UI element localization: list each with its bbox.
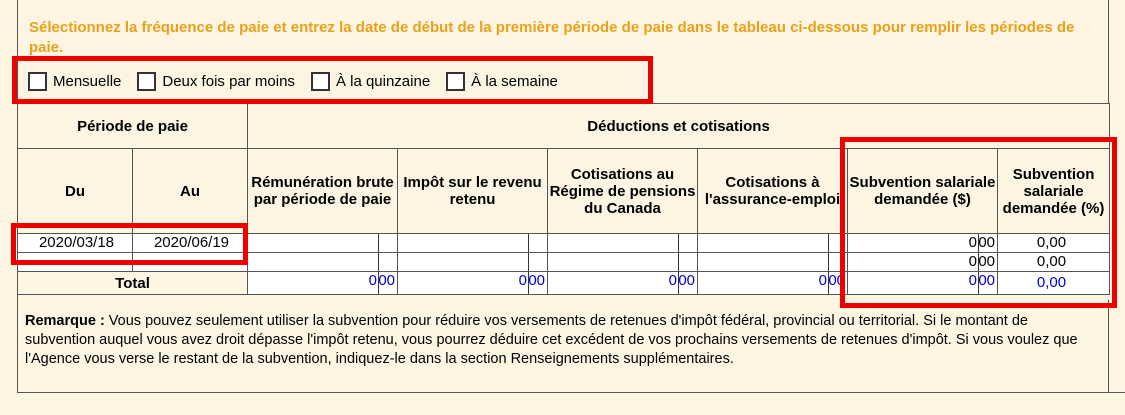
- frequency-label: Deux fois par moins: [162, 73, 295, 90]
- income-tax-total: [398, 272, 548, 295]
- subsidy-percent-value: 0,00: [998, 253, 1110, 272]
- from-date-input[interactable]: 2020/03/18: [18, 234, 133, 253]
- frequency-label: À la semaine: [471, 73, 558, 90]
- subsidy-amount-value: [848, 253, 998, 272]
- subsidy-percent-header: Subvention salariale demandée (%): [998, 149, 1110, 234]
- cpp-header: Cotisations au Régime de pensions du Canada: [548, 149, 698, 234]
- subsidy-amount-total: [848, 272, 998, 295]
- total-row: [18, 272, 1110, 295]
- subsidy-amount-header: Subvention salariale demandée ($): [848, 149, 998, 234]
- income-tax-header: Impôt sur le revenu retenu: [398, 149, 548, 234]
- pay-period-header: Période de paie: [18, 104, 248, 149]
- gross-pay-header: Rémunération brute par période de paie: [248, 149, 398, 234]
- total-cents: 00: [978, 272, 995, 289]
- table-row: [18, 253, 1110, 272]
- subsidy-percent-total: 0,00: [998, 272, 1110, 295]
- frequency-weekly[interactable]: [446, 72, 558, 91]
- subsidy-percent-value: 0,00: [998, 234, 1110, 253]
- total-cents: 00: [378, 272, 395, 289]
- subsidy-amount-value: [848, 234, 998, 253]
- pay-period-table: [17, 103, 1110, 295]
- subsidy-cents: 00: [978, 234, 995, 251]
- to-date-input[interactable]: [133, 253, 248, 272]
- to-date-input[interactable]: 2020/06/19: [133, 234, 248, 253]
- total-dollars: 0: [668, 272, 677, 289]
- total-dollars: 0: [818, 272, 827, 289]
- to-header: Au: [133, 149, 248, 234]
- total-cents: 00: [828, 272, 845, 289]
- subsidy-dollars: 0: [968, 234, 977, 251]
- frequency-label: À la quinzaine: [335, 73, 431, 90]
- frequency-monthly[interactable]: [28, 72, 121, 91]
- monthly-checkbox[interactable]: [28, 72, 47, 91]
- ei-input[interactable]: [698, 234, 848, 253]
- total-dollars: 0: [968, 272, 977, 289]
- income-tax-input[interactable]: [398, 253, 548, 272]
- gross-pay-total: [248, 272, 398, 295]
- table-row: [18, 234, 1110, 253]
- from-date-input[interactable]: [18, 253, 133, 272]
- total-dollars: 0: [368, 272, 377, 289]
- semimonthly-checkbox[interactable]: [137, 72, 156, 91]
- weekly-checkbox[interactable]: [446, 72, 465, 91]
- cpp-input[interactable]: [548, 234, 698, 253]
- income-tax-input[interactable]: [398, 234, 548, 253]
- total-cents: 00: [528, 272, 545, 289]
- gross-pay-input[interactable]: [248, 253, 398, 272]
- note-body: Vous pouvez seulement utiliser la subvention pour réduire vos versements de retenues d'impôt fédéral, provincial ou territorial. Si le montant de subvention auquel vous avez droit dépasse l'impôt retenu, vous pourrez déduire cet excédent de vos prochains versements de retenues d'impôt. Si vous voulez que l'Agence vous verse le restant de la subvention, indiquez-le dans la section Renseignements supplémentaires.: [25, 313, 1078, 367]
- frequency-label: Mensuelle: [53, 73, 122, 90]
- deductions-header: Déductions et cotisations: [248, 104, 1110, 149]
- cpp-input[interactable]: [548, 253, 698, 272]
- instructions-text: Sélectionnez la fréquence de paie et entrez la date de début de la première période de paie dans le tableau ci-dessous pour remplir les périodes de paie.: [29, 19, 1075, 56]
- cpp-total: [548, 272, 698, 295]
- total-label: Total: [18, 272, 248, 295]
- subsidy-dollars: 0: [968, 253, 977, 270]
- note-label: Remarque :: [25, 313, 105, 329]
- ei-header: Cotisations à l'assurance-emploi: [698, 149, 848, 234]
- frequency-semimonthly[interactable]: [137, 72, 295, 91]
- frame-border: [1108, 300, 1109, 393]
- note-text: [25, 312, 1100, 369]
- frequency-biweekly[interactable]: [311, 72, 430, 91]
- total-cents: 00: [678, 272, 695, 289]
- ei-total: [698, 272, 848, 295]
- biweekly-checkbox[interactable]: [311, 72, 330, 91]
- pay-frequency-options: [28, 72, 574, 91]
- ei-input[interactable]: [698, 253, 848, 272]
- gross-pay-input[interactable]: [248, 234, 398, 253]
- total-dollars: 0: [518, 272, 527, 289]
- from-header: Du: [18, 149, 133, 234]
- subsidy-cents: 00: [978, 253, 995, 270]
